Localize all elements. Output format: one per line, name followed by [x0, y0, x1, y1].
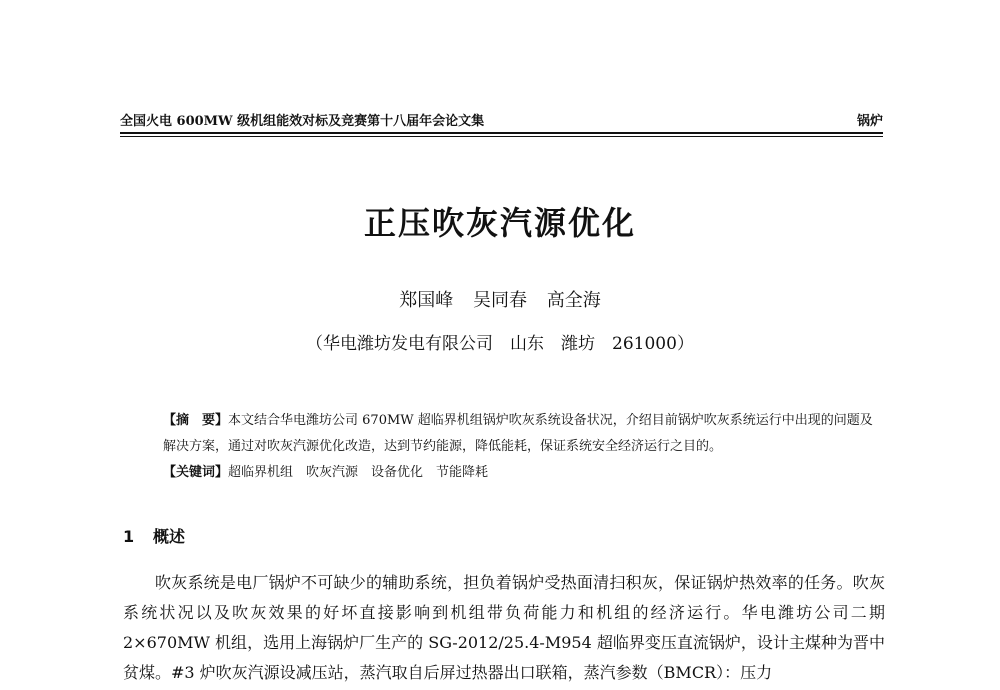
- body-paragraph: 吹灰系统是电厂锅炉不可缺少的辅助系统，担负着锅炉受热面清扫积灰，保证锅炉热效率的任务。吹灰系统状况以及吹灰效果的好坏直接影响到机组带负荷能力和机组的经济运行。华电潍坊公司二期 2×670MW 机组，选用上海锅炉厂生产的 SG-2012/25.4-M954 超临界变压直流锅炉，设计主煤种为晋中贫煤。#3 炉吹灰汽源设减压站，蒸汽取自后屏过热器出口联箱，蒸汽参数（BMCR）：压力: [123, 573, 885, 682]
- paper-title: 正压吹灰汽源优化: [363, 204, 636, 242]
- running-header-proceedings-title: 全国火电 600MW 级机组能效对标及竞赛第十八届年会论文集: [120, 114, 485, 129]
- author-name: 吴同春: [473, 290, 527, 311]
- keywords-text: 超临界机组 吹灰汽源 设备优化 节能降耗: [228, 465, 489, 480]
- abstract-paragraph: [123, 408, 885, 460]
- section-title: 概述: [153, 527, 186, 546]
- author-list: [0, 286, 1000, 312]
- header-rule-thick: [120, 132, 883, 134]
- running-header: [120, 110, 883, 132]
- author-name: 郑国峰: [399, 290, 454, 311]
- abstract-label: 【摘 要】: [163, 413, 229, 428]
- keywords-paragraph: [123, 460, 885, 486]
- abstract-block: [123, 408, 885, 486]
- header-rule-thin: [120, 136, 883, 137]
- author-name: 高全海: [546, 290, 601, 311]
- running-header-section: 锅炉: [856, 114, 883, 129]
- section-heading: [123, 524, 185, 547]
- section-number: 1: [123, 527, 135, 546]
- section-body: [123, 568, 885, 688]
- keywords-label: 【关键词】: [163, 465, 229, 480]
- author-affiliation: （华电潍坊发电有限公司 山东 潍坊 261000）: [306, 334, 694, 354]
- abstract-text: 本文结合华电潍坊公司 670MW 超临界机组锅炉吹灰系统设备状况，介绍目前锅炉吹灰系统运行中出现的问题及解决方案，通过对吹灰汽源优化改造，达到节约能源，降低能耗，保证系统安全经济运行之目的。: [163, 413, 873, 454]
